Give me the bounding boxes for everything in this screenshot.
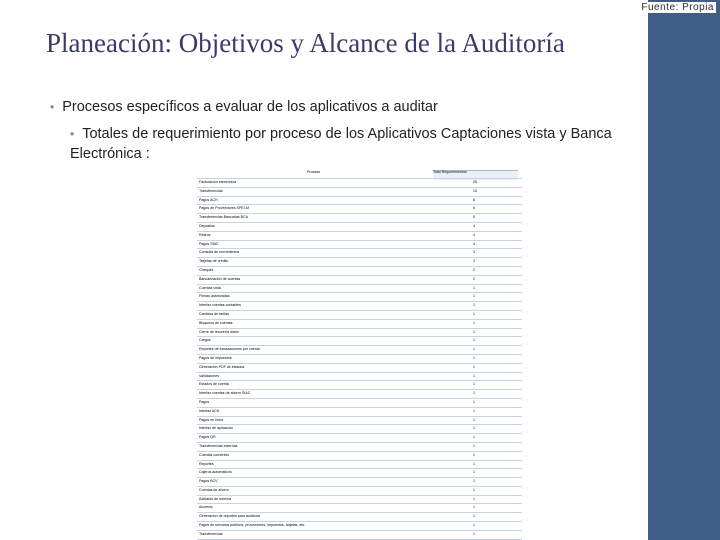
table-row [197, 302, 522, 311]
row-total-value: 1 [473, 294, 475, 299]
row-process-name: Cajeros automáticos [199, 470, 232, 475]
row-total-value: 1 [473, 496, 475, 501]
row-process-name: Cheques [199, 267, 214, 272]
row-process-name: Pagos de Proveedores SPEI-M [199, 206, 249, 211]
row-total-value: 3 [473, 259, 475, 264]
row-total-value: 1 [473, 435, 475, 440]
row-process-name: Reportes [199, 461, 214, 466]
row-total-value: 1 [473, 505, 475, 510]
table-row [197, 329, 522, 338]
row-total-value: 6 [473, 206, 475, 211]
table-row [197, 390, 522, 399]
row-process-name: Pagos ACH [199, 197, 218, 202]
table-row [197, 205, 522, 214]
table-row [197, 452, 522, 461]
row-process-name: Retiros [199, 232, 211, 237]
table-row [197, 513, 522, 522]
row-total-value: 1 [473, 408, 475, 413]
table-row [197, 381, 522, 390]
row-total-value: 2 [473, 267, 475, 272]
row-total-value: 1 [473, 329, 475, 334]
source-label: Fuente: Propia [641, 2, 714, 13]
table-row [197, 179, 522, 188]
table-row [197, 258, 522, 267]
row-total-value: 1 [473, 347, 475, 352]
row-total-value: 1 [473, 514, 475, 519]
row-process-name: Interfaz cuentas de ahorro SIAC [199, 391, 251, 396]
row-total-value: 3 [473, 250, 475, 255]
row-process-name: Depósitos [199, 223, 215, 228]
slide-title: Planeación: Objetivos y Alcance de la Auditoría [46, 28, 565, 58]
row-process-name: Interfaz cuentas contables [199, 303, 241, 308]
row-process-name: Generación de reportes para auditoría [199, 514, 260, 519]
table-row [197, 223, 522, 232]
row-total-value: 1 [473, 487, 475, 492]
row-process-name: Pagos SIAC [199, 241, 219, 246]
header-process: Proceso [307, 170, 321, 174]
table-row [197, 249, 522, 258]
row-total-value: 4 [473, 232, 475, 237]
table-row [197, 487, 522, 496]
row-process-name: Estados de cuenta [199, 382, 229, 387]
row-total-value: 1 [473, 391, 475, 396]
row-total-value: 8 [473, 197, 475, 202]
row-process-name: Accesos [199, 505, 213, 510]
row-total-value: 1 [473, 320, 475, 325]
table-row [197, 522, 522, 531]
row-total-value: 1 [473, 443, 475, 448]
table-body [197, 179, 522, 540]
row-process-name: Pagos en línea [199, 417, 223, 422]
row-process-name: Consulta de movimientos [199, 250, 240, 255]
row-process-name: Pagos de servicios públicos, proveedores, impuestos, tarjetas, etc. [199, 523, 306, 528]
table-row [197, 443, 522, 452]
header-total: Total Requerimientos [433, 170, 467, 174]
bullet-text-2: Totales de requerimiento por proceso de los Aplicativos Captaciones vista y Banca Electrónica : [70, 126, 612, 162]
row-process-name: Bloqueos de cuentas [199, 320, 233, 325]
table-row [197, 214, 522, 223]
row-process-name: Pagos de impuestos [199, 355, 232, 360]
row-total-value: 1 [473, 531, 475, 536]
row-total-value: 1 [473, 364, 475, 369]
row-process-name: Cuentas vista [199, 285, 221, 290]
row-total-value: 10 [473, 188, 477, 193]
table-row [197, 276, 522, 285]
row-total-value: 1 [473, 417, 475, 422]
table-row [197, 337, 522, 346]
row-process-name: Generación PDF de estados [199, 364, 245, 369]
row-process-name: Cuentas de ahorro [199, 487, 229, 492]
table-row [197, 399, 522, 408]
bullet-text-1: Procesos específicos a evaluar de los aplicativos a auditar [62, 99, 438, 115]
row-process-name: Cambios de tarifas [199, 311, 229, 316]
row-process-name: Facturación electrónica [199, 180, 237, 184]
table-row [197, 364, 522, 373]
row-total-value: 1 [473, 461, 475, 466]
row-total-value: 26 [473, 180, 477, 184]
row-total-value: 1 [473, 479, 475, 484]
row-process-name: Transferencias externas [199, 443, 238, 448]
table-row [197, 293, 522, 302]
row-total-value: 1 [473, 470, 475, 475]
row-total-value: 1 [473, 285, 475, 290]
table-row [197, 373, 522, 382]
row-total-value: 4 [473, 241, 475, 246]
table-row [197, 434, 522, 443]
table-row [197, 469, 522, 478]
row-total-value: 1 [473, 452, 475, 457]
table-row [197, 311, 522, 320]
table-row [197, 241, 522, 250]
row-process-name: Firmas autorizadas [199, 294, 230, 299]
table-row [197, 188, 522, 197]
bullet-dot-icon: • [50, 100, 55, 114]
table-row [197, 425, 522, 434]
table-row [197, 197, 522, 206]
table-row [197, 408, 522, 417]
row-process-name: Pagos BCV [199, 479, 218, 484]
row-process-name: Cargos [199, 338, 211, 343]
row-process-name: Validaciones [199, 373, 220, 378]
row-process-name: Transferencias Bancarias BCA [199, 215, 249, 220]
table-row [197, 267, 522, 276]
requirements-table [197, 170, 522, 540]
row-process-name: Adelanto de nómina [199, 496, 231, 501]
row-process-name: Transferencias [199, 188, 223, 193]
table-row [197, 417, 522, 426]
bullet-dot-icon: • [70, 127, 75, 141]
table-row [197, 461, 522, 470]
table-row [197, 504, 522, 513]
row-process-name: Interfaz ACH [199, 408, 220, 413]
row-total-value: 4 [473, 223, 475, 228]
table-row [197, 285, 522, 294]
sidebar-accent-bar [648, 0, 720, 540]
table-row [197, 478, 522, 487]
table-header [197, 170, 522, 179]
table-row [197, 496, 522, 505]
row-process-name: Pagos [199, 399, 210, 404]
table-row [197, 320, 522, 329]
row-total-value: 1 [473, 399, 475, 404]
row-total-value: 1 [473, 303, 475, 308]
row-process-name: Interfaz de aplicación [199, 426, 233, 431]
row-total-value: 1 [473, 355, 475, 360]
row-process-name: Pagos QR [199, 435, 216, 440]
row-total-value: 5 [473, 215, 475, 220]
row-total-value: 1 [473, 382, 475, 387]
bullet-item-1 [50, 99, 640, 115]
row-total-value: 2 [473, 276, 475, 281]
bullet-item-2 [70, 124, 635, 164]
row-process-name: Cierre de tesorería diario [199, 329, 239, 334]
row-process-name: Transferencias [199, 531, 223, 536]
table-row [197, 355, 522, 364]
row-total-value: 1 [473, 311, 475, 316]
row-process-name: Bancarización de cuentas [199, 276, 241, 281]
row-total-value: 1 [473, 426, 475, 431]
table-row [197, 232, 522, 241]
row-process-name: Tarjetas de crédito [199, 259, 229, 264]
row-total-value: 1 [473, 373, 475, 378]
row-total-value: 1 [473, 523, 475, 528]
table-row [197, 531, 522, 540]
row-process-name: Reportes de transacciones por cuenta [199, 347, 260, 352]
row-total-value: 1 [473, 338, 475, 343]
row-process-name: Cuentas corrientes [199, 452, 230, 457]
table-row [197, 346, 522, 355]
